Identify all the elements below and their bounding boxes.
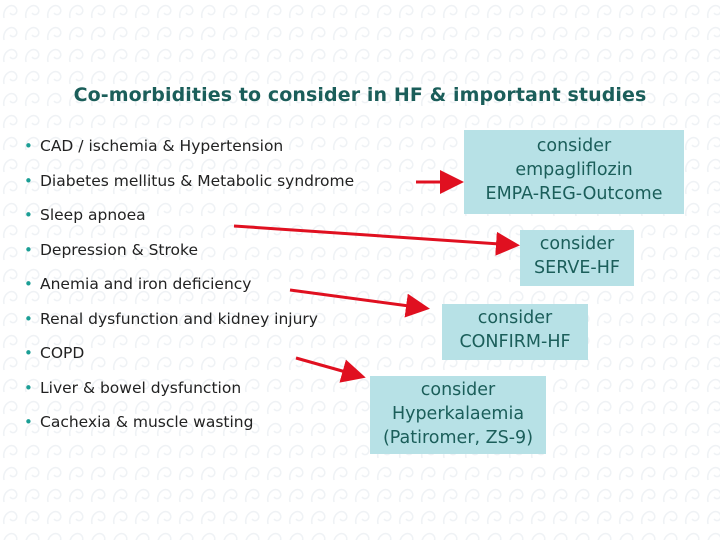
bullet-label: Liver & bowel dysfunction xyxy=(40,379,242,397)
bullet-label: Cachexia & muscle wasting xyxy=(40,413,254,431)
bullet-label: Diabetes mellitus & Metabolic syndrome xyxy=(40,172,355,190)
page-title: Co-morbidities to consider in HF & important studies xyxy=(73,84,647,106)
box-line: SERVE-HF xyxy=(534,258,620,278)
bullet-label: Renal dysfunction and kidney injury xyxy=(40,310,318,328)
bullet-label: Anemia and iron deficiency xyxy=(40,275,252,293)
bullet-label: COPD xyxy=(40,344,85,362)
bullet-label: CAD / ischemia & Hypertension xyxy=(40,137,284,155)
bullet-dot-icon: • xyxy=(24,344,33,362)
bullet-dot-icon: • xyxy=(24,413,33,431)
arrow-renal-to-hyperkalaemia xyxy=(296,358,360,376)
box-line: Hyperkalaemia xyxy=(391,404,525,424)
bullet-dot-icon: • xyxy=(24,241,33,259)
box-line: CONFIRM-HF xyxy=(459,332,571,352)
arrow-sleep-apnoea-to-serve-hf xyxy=(234,226,514,245)
bullet-label: Sleep apnoea xyxy=(40,206,146,224)
arrow-anemia-to-confirm-hf xyxy=(290,290,424,308)
box-line: consider xyxy=(477,308,553,328)
box-line: (Patiromer, ZS-9) xyxy=(382,428,534,448)
bullet-dot-icon: • xyxy=(24,275,33,293)
bullet-dot-icon: • xyxy=(24,137,33,155)
box-line: consider xyxy=(536,136,612,156)
box-line: consider xyxy=(539,234,615,254)
box-line: empagliflozin xyxy=(515,160,633,180)
bullet-label: Depression & Stroke xyxy=(40,241,198,259)
bullet-dot-icon: • xyxy=(24,379,33,397)
bullet-dot-icon: • xyxy=(24,310,33,328)
bullet-dot-icon: • xyxy=(24,172,33,190)
bullet-dot-icon: • xyxy=(24,206,33,224)
box-line: EMPA-REG-Outcome xyxy=(485,184,663,204)
box-line: consider xyxy=(420,380,496,400)
